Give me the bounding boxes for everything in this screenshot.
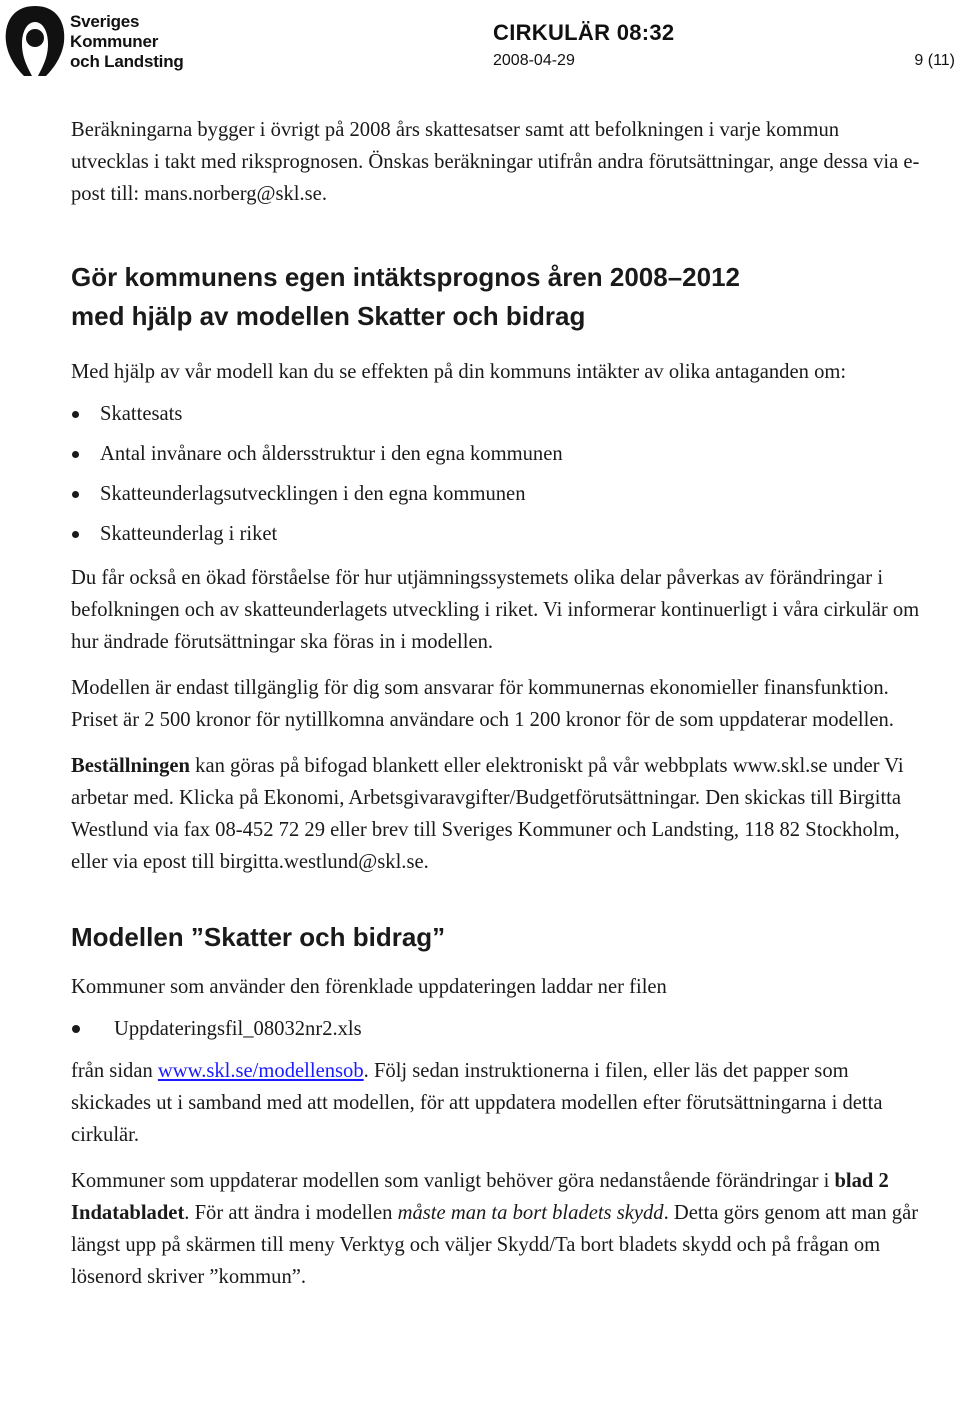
skl-emblem-icon	[2, 2, 68, 78]
section-heading-line-1: Gör kommunens egen intäktsprognos åren 2008–2012	[71, 262, 741, 292]
section1-paragraph-1: Med hjälp av vår modell kan du se effekten på din kommuns intäkter av olika antaganden om:	[71, 361, 847, 383]
logo-line-1: Sveriges	[70, 12, 140, 31]
list-item: Antal invånare och åldersstruktur i den egna kommunen	[71, 434, 921, 474]
list-item: Skattesats	[71, 394, 921, 434]
intro-paragraph: Beräkningarna bygger i övrigt på 2008 års skattesatser samt att befolkningen i varje kommun utvecklas i takt med riksprognosen. Önskas beräkningar utifrån andra förutsättningar, ange dessa via e-post till: mans.norberg@skl.se.	[71, 119, 920, 205]
section2-bullet-list	[71, 1007, 921, 1051]
update-text-b: . För att ändra i modellen	[184, 1202, 398, 1224]
order-text: kan göras på bifogad blankett eller elektroniskt på vår webbplats www.skl.se under Vi arbetar med. Klicka på Ekonomi, Arbetsgivaravgifter/Budgetförutsättningar. Den skickas till Birgitta Westlund via fax 08-452 72 29 eller brev till Sveriges Kommuner och Landsting, 118 82 Stockholm, eller via epost till birgitta.westlund@skl.se.	[71, 755, 904, 873]
circular-title: CIRKULÄR 08:32	[493, 20, 675, 45]
page-header	[0, 0, 960, 90]
section1-paragraph-4	[71, 750, 921, 878]
circular-date: 2008-04-29	[493, 52, 575, 69]
page-number: 9 (11)	[914, 52, 955, 69]
section-heading-line-2: med hjälp av modellen Skatter och bidrag	[71, 301, 586, 331]
list-item: Skatteunderlagsutvecklingen i den egna kommunen	[71, 474, 921, 514]
document-body	[71, 114, 921, 1293]
from-page-text: från sidan	[71, 1060, 158, 1082]
protection-note: måste man ta bort bladets skydd	[397, 1202, 664, 1224]
section2-paragraph-1: Kommuner som använder den förenklade uppdateringen laddar ner filen	[71, 976, 667, 998]
list-item: Skatteunderlag i riket	[71, 514, 921, 554]
list-item: Uppdateringsfil_08032nr2.xls	[71, 1007, 921, 1051]
logo-line-3: och Landsting	[70, 52, 184, 71]
skl-logo	[2, 2, 192, 78]
section2-heading: Modellen ”Skatter och bidrag”	[71, 922, 446, 952]
modellensob-link[interactable]: www.skl.se/modellensob	[157, 1060, 364, 1082]
section2-paragraph-3	[71, 1165, 921, 1293]
update-text-c: . Detta görs genom att man går längst upp på skärmen till meny Verktyg och väljer Skydd/Ta bort bladets skydd och på frågan om lösenord skriver ”kommun”.	[71, 1202, 919, 1288]
instructions-text: . Följ sedan instruktionerna i filen, eller läs det papper som skickades ut i samband med att modellen, för att uppdatera modellen efter förutsättningarna i detta cirkulär.	[71, 1060, 883, 1146]
section1-bullet-list	[71, 394, 921, 554]
logo-line-2: Kommuner	[70, 32, 159, 51]
order-label: Beställningen	[71, 755, 191, 777]
section1-paragraph-2: Du får också en ökad förståelse för hur utjämningssystemets olika delar påverkas av förändringar i befolkningen och av skatteunderlagets utveckling i riket. Vi informerar kontinuerligt i våra cirkulär om hur ändrade förutsättningar ska föras in i modellen.	[71, 567, 920, 653]
section2-paragraph-2	[71, 1055, 921, 1151]
update-text-a: Kommuner som uppdaterar modellen som vanligt behöver göra nedanstående förändringar i	[71, 1170, 835, 1192]
sheet-name: blad 2 Indatabladet	[71, 1170, 889, 1224]
section1-paragraph-3: Modellen är endast tillgänglig för dig som ansvarar för kommunernas ekonomieller finansfunktion. Priset är 2 500 kronor för nytillkomna användare och 1 200 kronor för de som uppdaterar modellen.	[71, 677, 894, 731]
